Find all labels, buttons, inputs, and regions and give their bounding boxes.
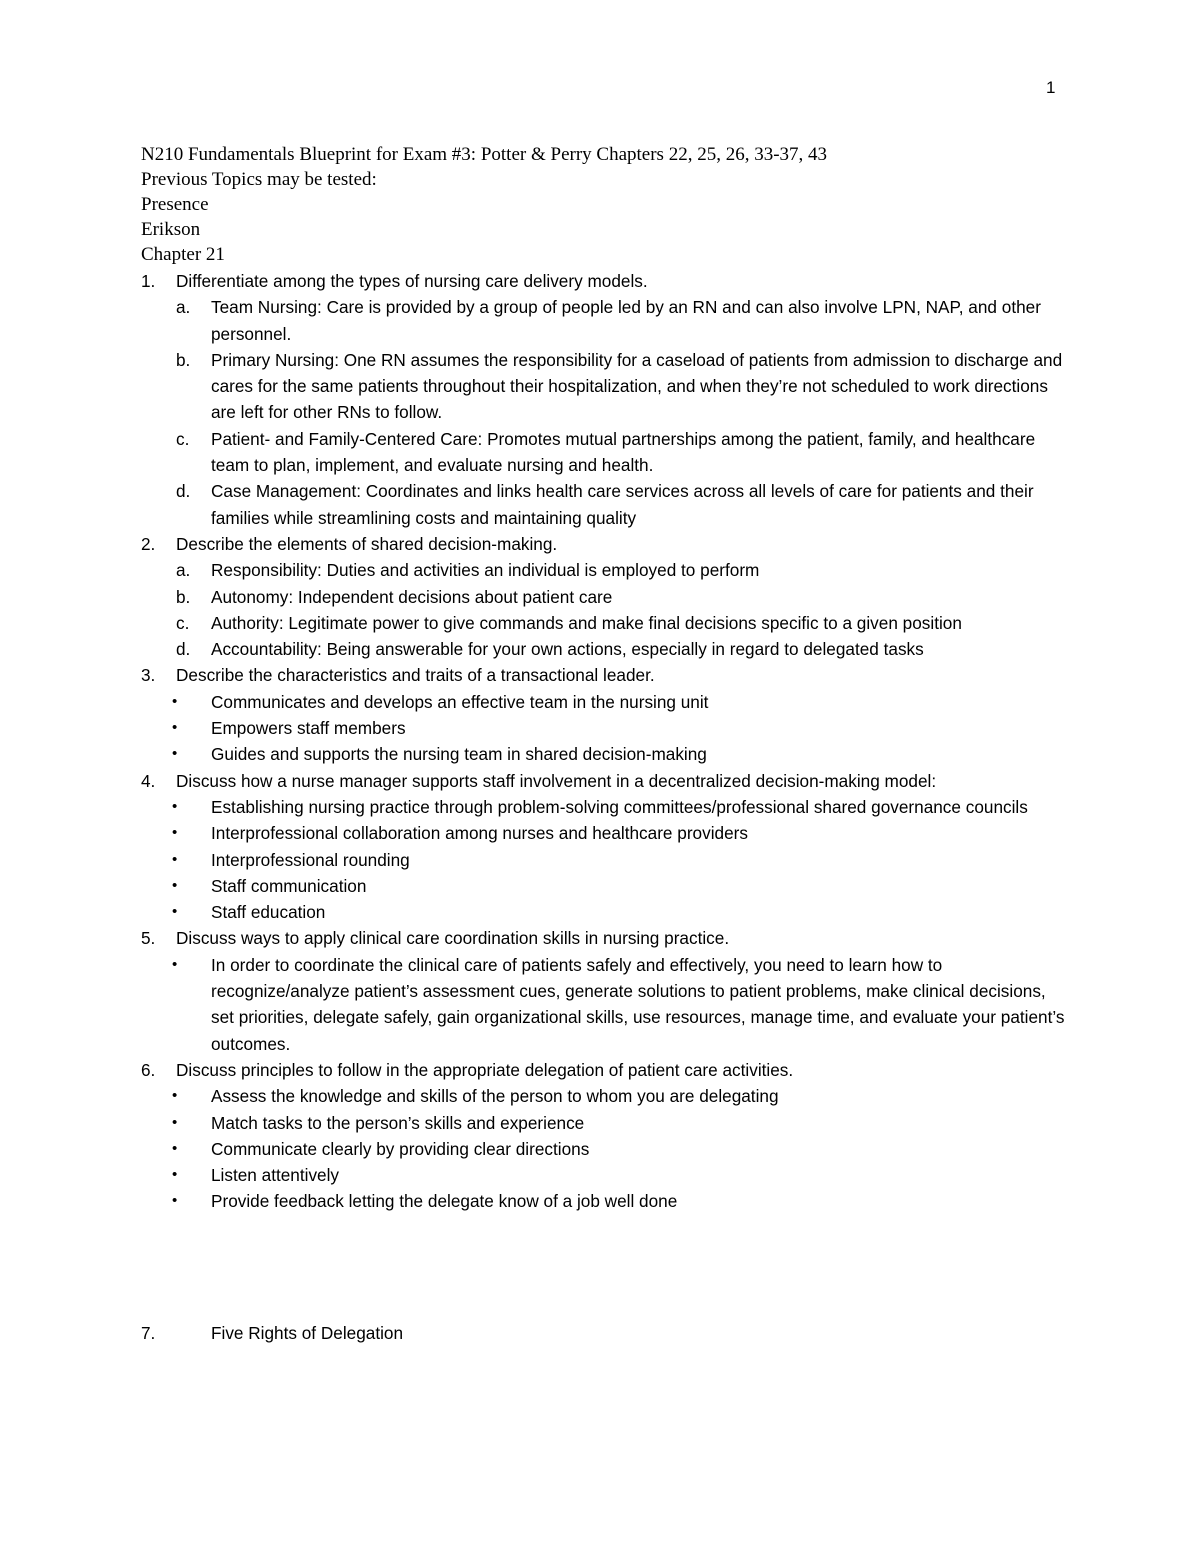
page-number: 1: [1046, 78, 1056, 97]
bullet-text: Guides and supports the nursing team in shared decision-making: [211, 744, 707, 765]
bullet-icon: •: [172, 1139, 178, 1157]
bullet-icon: •: [172, 797, 178, 815]
sub-item-text: Case Management: Coordinates and links health care services across all levels of care for patients and their families while streamlining costs and maintaining quality: [211, 481, 1034, 528]
item-text: Describe the elements of shared decision-making.: [176, 533, 558, 554]
bullet-item: [141, 715, 1071, 741]
sub-item: [141, 347, 1071, 426]
item-number: 2.: [141, 533, 156, 554]
item-text: Describe the characteristics and traits of a transactional leader.: [176, 665, 655, 686]
bullet-icon: •: [172, 1087, 178, 1105]
bullet-text: Establishing nursing practice through problem-solving committees/professional shared governance councils: [211, 796, 1028, 817]
sub-item-text: Responsibility: Duties and activities an individual is employed to perform: [211, 560, 760, 581]
sub-item: [141, 636, 1071, 662]
bullet-icon: •: [172, 692, 178, 710]
bullet-item: [141, 952, 1071, 1057]
bullet-icon: •: [172, 955, 178, 973]
objectives-list: [141, 268, 1071, 1346]
item-text: Five Rights of Delegation: [211, 1322, 404, 1343]
bullet-text: Match tasks to the person’s skills and experience: [211, 1112, 585, 1133]
topic-presence: Presence: [141, 194, 209, 215]
bullet-item: [141, 847, 1071, 873]
bullet-text: Provide feedback letting the delegate know of a job well done: [211, 1191, 678, 1212]
sub-item: [141, 426, 1071, 479]
bullet-text: Empowers staff members: [211, 718, 406, 739]
item-text: Discuss how a nurse manager supports staff involvement in a decentralized decision-making model:: [176, 770, 937, 791]
bullet-icon: •: [172, 876, 178, 894]
sub-item-text: Accountability: Being answerable for your own actions, especially in regard to delegated tasks: [211, 639, 924, 660]
sub-item: [141, 557, 1071, 583]
previous-topics-label: Previous Topics may be tested:: [141, 169, 377, 190]
bullet-text: Interprofessional rounding: [211, 849, 410, 870]
sub-item-text: Autonomy: Independent decisions about patient care: [211, 586, 613, 607]
sub-item-marker: c.: [176, 612, 190, 633]
bullet-item: [141, 873, 1071, 899]
bullet-item: [141, 689, 1071, 715]
item-number: 3.: [141, 665, 156, 686]
bullet-item: [141, 1162, 1071, 1188]
sub-item: [141, 478, 1071, 531]
bullet-text: Communicate clearly by providing clear directions: [211, 1138, 590, 1159]
bullet-icon: •: [172, 1166, 178, 1184]
bullet-item: [141, 794, 1071, 820]
bullet-icon: •: [172, 1192, 178, 1210]
sub-item-text: Primary Nursing: One RN assumes the responsibility for a caseload of patients from admission to discharge and cares for the same patients throughout their hospitalization, and when they’re not scheduled to work directions are left for other RNs to follow.: [211, 349, 1063, 423]
item-number: 4.: [141, 770, 156, 791]
bullet-item: [141, 1083, 1071, 1109]
list-item: [141, 531, 1071, 557]
bullet-text: Staff communication: [211, 875, 367, 896]
bullet-text: Listen attentively: [211, 1165, 340, 1186]
sub-item-marker: b.: [176, 349, 191, 370]
bullet-item: [141, 899, 1071, 925]
bullet-text: Assess the knowledge and skills of the person to whom you are delegating: [211, 1086, 779, 1107]
sub-item-marker: d.: [176, 481, 191, 502]
bullet-icon: •: [172, 1113, 178, 1131]
bullet-item: [141, 741, 1071, 767]
list-item: [141, 768, 1071, 794]
item-text: Differentiate among the types of nursing care delivery models.: [176, 271, 648, 291]
item-number: 1.: [141, 271, 156, 291]
bullet-text: Staff education: [211, 902, 326, 923]
bullet-icon: •: [172, 903, 178, 921]
sub-item: [141, 610, 1071, 636]
sub-item-text: Patient- and Family-Centered Care: Promotes mutual partnerships among the patient, family, and healthcare team to plan, implement, and evaluate nursing and health.: [211, 428, 1036, 476]
bullet-item: [141, 820, 1071, 846]
sub-item-marker: d.: [176, 639, 191, 660]
document-title: N210 Fundamentals Blueprint for Exam #3: Potter & Perry Chapters 22, 25, 26, 33-37, 43: [141, 144, 828, 165]
list-item: [141, 268, 1071, 294]
bullet-text: In order to coordinate the clinical care of patients safely and effectively, you need to learn how to recognize/analyze patient’s assessment cues, generate solutions to patient problems, make clinical decisions, set priorities, delegate safely, gain organizational skills, use resources, manage time, and evaluate your patient’s outcomes.: [211, 954, 1065, 1054]
item-number: 5.: [141, 928, 156, 949]
blank-space: [141, 1215, 1071, 1320]
sub-item-text: Authority: Legitimate power to give commands and make final decisions specific to a given position: [211, 612, 962, 633]
bullet-icon: •: [172, 719, 178, 737]
list-item: [141, 1320, 1071, 1346]
list-item: [141, 925, 1071, 951]
bullet-icon: •: [172, 745, 178, 763]
item-text: Discuss ways to apply clinical care coordination skills in nursing practice.: [176, 928, 730, 949]
sub-item-marker: b.: [176, 586, 191, 607]
bullet-text: Communicates and develops an effective team in the nursing unit: [211, 691, 709, 712]
bullet-item: [141, 1188, 1071, 1214]
chapter-heading: Chapter 21: [141, 244, 225, 265]
bullet-text: Interprofessional collaboration among nurses and healthcare providers: [211, 823, 748, 844]
item-text: Discuss principles to follow in the appropriate delegation of patient care activities.: [176, 1059, 794, 1080]
item-number: 6.: [141, 1059, 156, 1080]
sub-item-marker: a.: [176, 297, 191, 318]
bullet-item: [141, 1136, 1071, 1162]
sub-item-text: Team Nursing: Care is provided by a group of people led by an RN and can also involve LPN, NAP, and other personnel.: [211, 297, 1041, 344]
sub-item: [141, 584, 1071, 610]
sub-item-marker: a.: [176, 560, 191, 581]
bullet-item: [141, 1110, 1071, 1136]
sub-item-marker: c.: [176, 428, 190, 449]
sub-item: [141, 294, 1071, 347]
bullet-icon: •: [172, 824, 178, 842]
bullet-icon: •: [172, 850, 178, 868]
list-item: [141, 1057, 1071, 1083]
list-item: [141, 662, 1071, 688]
item-number: 7.: [141, 1322, 156, 1343]
topic-erikson: Erikson: [141, 219, 201, 240]
